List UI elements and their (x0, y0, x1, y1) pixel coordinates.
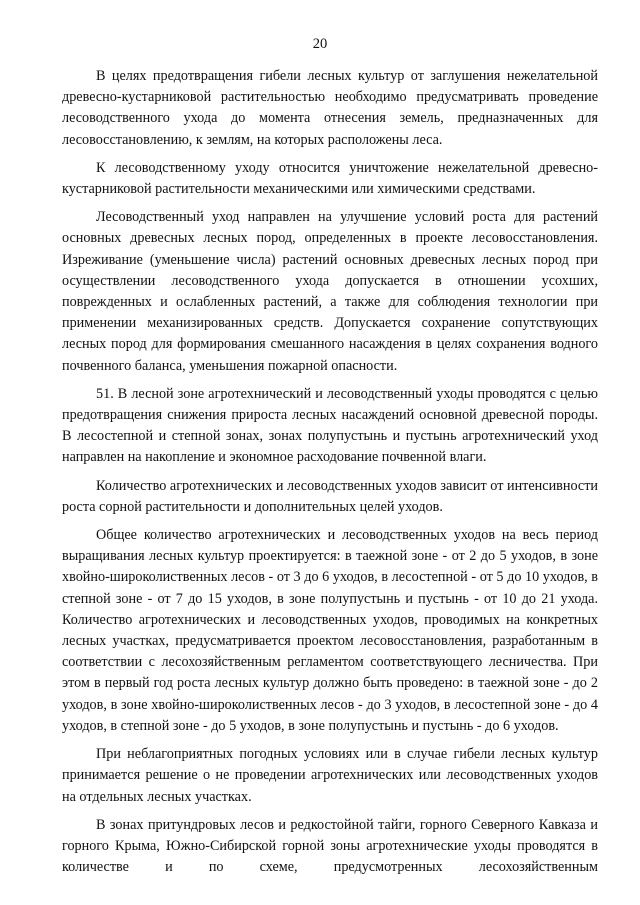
paragraph-tundra-zones: В зонах притундровых лесов и редкостойной тайги, горного Северного Кавказа и горного Крыма, Южно-Сибирской горной зоны агротехнические уходы проводятся в количестве и по схеме, предусмотренных лесохозяйственным (62, 816, 598, 876)
paragraph-care-purpose: Лесоводственный уход направлен на улучшение условий роста для растений основных древесных лесных пород, определенных в проекте лесовосстановления. Изреживание (уменьшение числа) растений основных древесных лесных пород при осуществлении лесоводственного ухода допускается в отношении усохших, поврежденных и ослабленных растений, а также для соблюдения технологии при применении механизированных средств. Допускается сохранение сопутствующих лесных пород для формирования смешанного насаждения в целях сохранения водного почвенного баланса, уменьшения пожарной опасности. (62, 209, 598, 374)
paragraph-intro-care: В целях предотвращения гибели лесных культур от заглушения нежелательной древесно-кустарниковой растительностью необходимо предусматривать проведение лесоводственного ухода до момента отнесения земель, предназначенных для лесовосстановлению, к землям, на которых расположены леса. (62, 68, 598, 148)
paragraph-unfavorable-conditions: При неблагоприятных погодных условиях или в случае гибели лесных культур принимается решение о не проведении агротехнических или лесоводственных уходов на отдельных лесных участках. (62, 746, 598, 805)
paragraph-total-count: Общее количество агротехнических и лесоводственных уходов на весь период выращивания лесных культур проектируется: в таежной зоне - от 2 до 5 уходов, в зоне хвойно-широколиственных лесов - от 3 до 6 уходов, в лесостепной - от 5 до 10 уходов, в степной зоне - от 7 до 15 уходов, в зоне полупустынь и пустынь - от 10 до 21 ухода. Количество агротехнических и лесоводственных уходов, проводимых на конкретных лесных участках, предусматривается проектом лесовосстановления, разработанным в соответствии с лесохозяйственным регламентом соответствующего лесничества. При этом в первый год роста лесных культур должно быть проведено: в таежной зоне - до 2 уходов, в зоне хвойно-широколиственных лесов - до 3 уходов, в лесостепной зоне - до 4 уходов, в степной зоне - до 5 уходов, в зоне полупустынь и пустынь - до 6 уходов. (62, 527, 598, 734)
paragraph-care-count: Количество агротехнических и лесоводственных уходов зависит от интенсивности роста сорной растительности и дополнительных целей уходов. (62, 477, 598, 515)
paragraph-care-definition: К лесоводственному уходу относится уничтожение нежелательной древесно-кустарниковой растительности механическими или химическими средствами. (62, 159, 598, 198)
document-body (62, 66, 598, 885)
paragraph-item-51: 51. В лесной зоне агротехнический и лесоводственный уходы проводятся с целью предотвращения снижения прироста лесных насаждений основной древесной породы. В лесостепной и степной зонах, зонах полупустынь и пустынь агротехнический уход направлен на накопление и экономное расходование почвенной влаги. (62, 385, 598, 466)
page-number: 20 (312, 36, 328, 52)
